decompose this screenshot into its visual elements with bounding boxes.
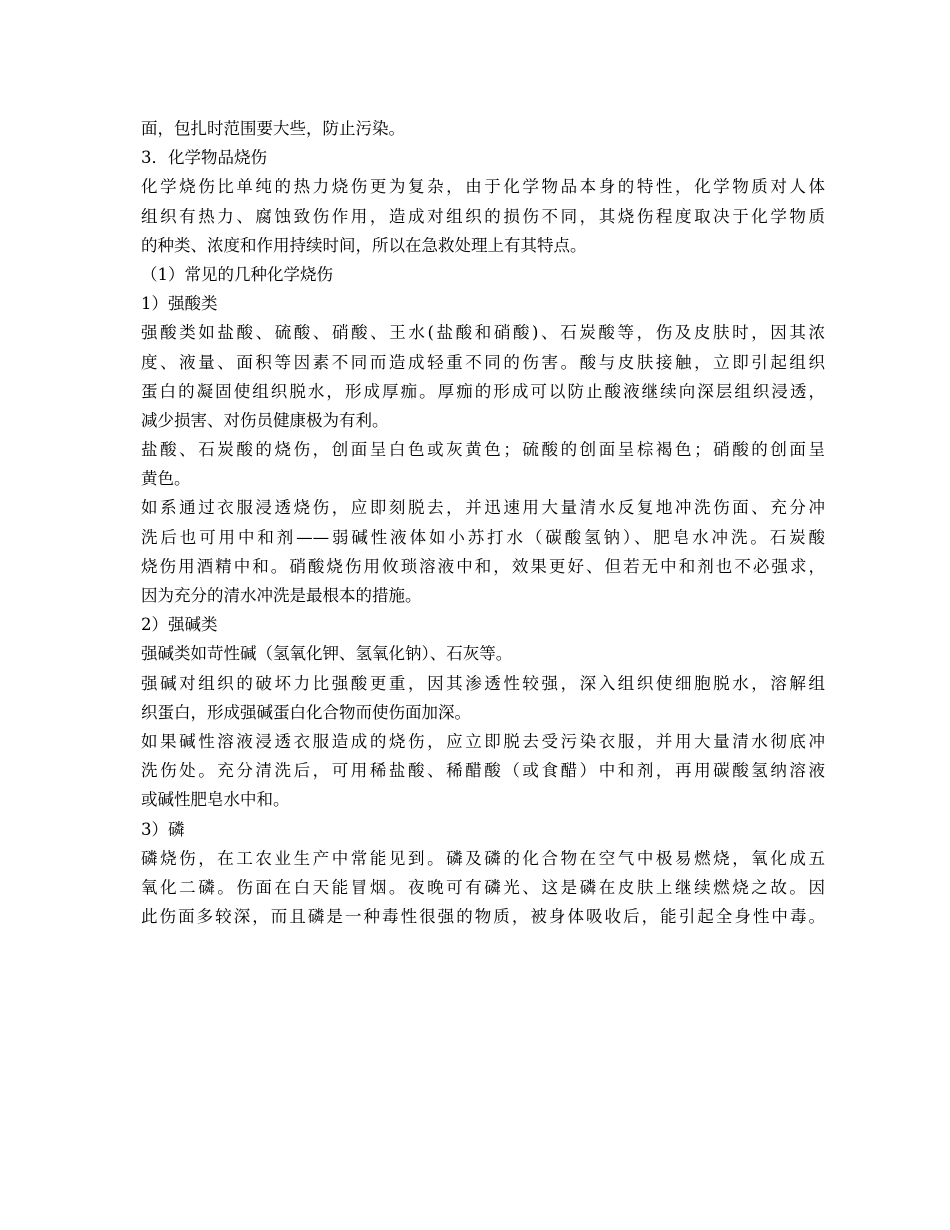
text-line: 组织有热力、腐蚀致伤作用，造成对组织的损伤不同，其烧伤程度取决于化学物质 bbox=[141, 206, 825, 226]
text-line: 或碱性肥皂水中和。 bbox=[141, 790, 290, 810]
text-line: 蛋白的凝固使组织脱水，形成厚痂。厚痂的形成可以防止酸液继续向深层组织浸透， bbox=[141, 381, 825, 401]
text-line: 面，包扎时范围要大些，防止污染。 bbox=[141, 119, 405, 138]
text-line: 化学烧伤比单纯的热力烧伤更为复杂，由于化学物品本身的特性，化学物质对人体 bbox=[141, 177, 825, 197]
text-line: 强酸类如盐酸、硫酸、硝酸、王水(盐酸和硝酸)、石炭酸等，伤及皮肤时，因其浓 bbox=[141, 323, 825, 343]
text-line: 强碱对组织的破坏力比强酸更重，因其渗透性较强，深入组织使细胞脱水，溶解组 bbox=[141, 673, 825, 693]
text-line: 氧化二磷。伤面在白天能冒烟。夜晚可有磷光、这是磷在皮肤上继续燃烧之故。因 bbox=[141, 877, 825, 897]
text-line: 盐酸、石炭酸的烧伤，创面呈白色或灰黄色；硫酸的创面呈棕褐色；硝酸的创面呈 bbox=[141, 440, 825, 460]
text-line: 此伤面多较深，而且磷是一种毒性很强的物质，被身体吸收后，能引起全身性中毒。 bbox=[141, 907, 825, 927]
text-line: 磷烧伤，在工农业生产中常能见到。磷及磷的化合物在空气中极易燃烧，氧化成五 bbox=[141, 848, 825, 868]
text-line: 度、液量、面积等因素不同而造成轻重不同的伤害。酸与皮肤接触，立即引起组织 bbox=[141, 352, 825, 372]
text-line: （1）常见的几种化学烧伤 bbox=[141, 264, 333, 284]
text-line: 黄色。 bbox=[141, 469, 191, 489]
text-line: 减少损害、对伤员健康极为有利。 bbox=[141, 410, 389, 430]
text-line: 因为充分的清水冲洗是最根本的措施。 bbox=[141, 586, 422, 605]
text-line: 如系通过衣服浸透烧伤，应即刻脱去，并迅速用大量清水反复地冲洗伤面、充分冲 bbox=[141, 498, 825, 518]
text-line: 的种类、浓度和作用持续时间，所以在急救处理上有其特点。 bbox=[141, 235, 587, 255]
text-line: 2）强碱类 bbox=[141, 615, 218, 635]
text-line: 强碱类如苛性碱（氢氧化钾、氢氧化钠）、石灰等。 bbox=[141, 644, 513, 664]
document-body bbox=[141, 114, 825, 931]
text-line: 洗伤处。充分清洗后，可用稀盐酸、稀醋酸（或食醋）中和剂，再用碳酸氢纳溶液 bbox=[141, 761, 825, 781]
text-line: 1）强酸类 bbox=[141, 294, 218, 314]
text-line: 织蛋白，形成强碱蛋白化合物而使伤面加深。 bbox=[141, 702, 471, 722]
text-line: 如果碱性溶液浸透衣服造成的烧伤，应立即脱去受污染衣服，并用大量清水彻底冲 bbox=[141, 731, 825, 751]
text-line: 烧伤用酒精中和。硝酸烧伤用攸琐溶液中和，效果更好、但若无中和剂也不必强求， bbox=[141, 556, 825, 576]
text-line: 3．化学物品烧伤 bbox=[141, 148, 267, 168]
text-line: 3）磷 bbox=[141, 819, 185, 839]
text-line: 洗后也可用中和剂——弱碱性液体如小苏打水（碳酸氢钠）、肥皂水冲洗。石炭酸 bbox=[141, 527, 825, 547]
